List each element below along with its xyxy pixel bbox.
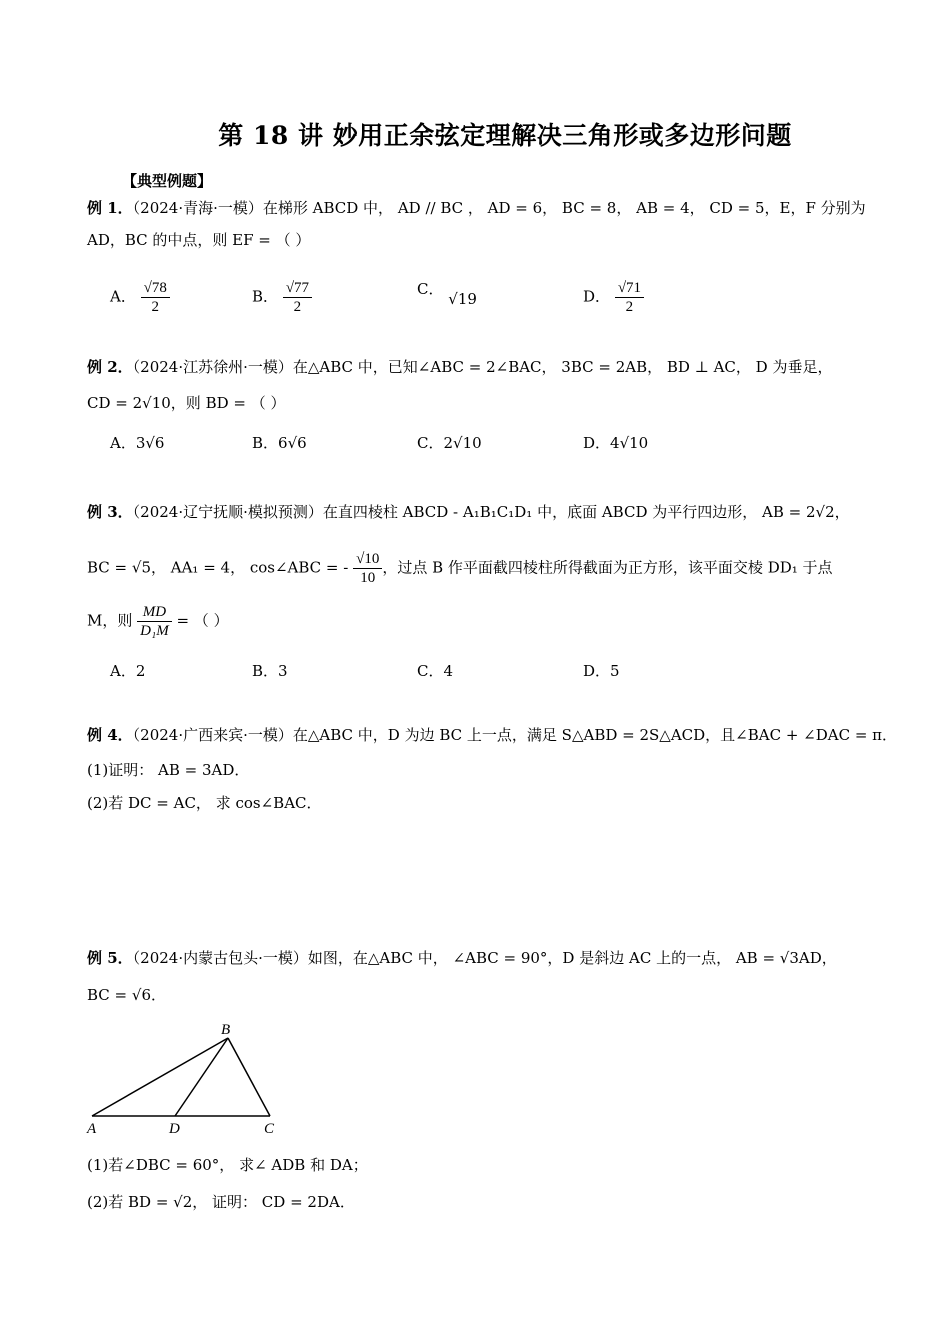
ex5-label: 例 5． [87,949,133,967]
ex5-line2: BC = √6． [87,986,166,1004]
ex3-option-c: C．4 [417,662,454,680]
ex5-line1 [87,948,837,968]
label-b: B [221,1022,231,1038]
ex2-line2: CD = 2√10，则 BD = （ ） [87,394,286,412]
ex2-option-b: B．6√6 [252,434,307,452]
ex1-option-a [110,279,170,316]
ex3-option-b: B．3 [252,662,288,680]
ex3-cos-den: 10 [360,570,376,586]
ex1-option-c-value: √19 [448,290,477,308]
ex2-option-c: C．2√10 [417,434,482,452]
ex1-option-c [417,279,477,308]
ex3-line1 [87,502,850,522]
ex3-ratio-num: MD [137,603,172,622]
ex1-text-1: （2024·青海·一模）在梯形 ABCD 中， AD // BC ， AD = 6， BC = 8， AB = 4， CD = 5，E，F 分别为 [132,199,866,217]
ex1-option-c-label: C． [417,280,444,298]
ex5-question-2: (2)若 BD = √2， 证明： CD = 2DA． [87,1193,355,1211]
ex4-line1 [87,725,897,745]
ex1-option-a-fraction [141,279,170,316]
ex4-line2: (1)证明： AB = 3AD． [87,761,250,779]
ex5-text-1: （2024·内蒙古包头·一模）如图，在△ABC 中， ∠ABC = 90°，D 是斜边 AC 上的一点， AB = √3AD， [132,949,837,967]
ex1-option-b [252,279,312,316]
ex4-label: 例 4． [87,726,133,744]
ex1-option-a-num: √78 [141,279,170,298]
ex1-option-b-label: B． [252,287,279,306]
ex2-option-a: A．3√6 [110,434,165,452]
triangle-figure [80,1018,290,1138]
ex1-option-d-num: √71 [615,279,644,298]
ex3-line2-end: ，过点 B 作平面截四棱柱所得截面为正方形，该平面交棱 DD₁ 于点 [382,558,833,577]
ex1-option-a-den: 2 [151,299,159,315]
ex3-line3-end: = （ ） [176,611,229,630]
ex1-option-b-fraction [283,279,312,316]
ex2-option-d: D．4√10 [583,434,649,452]
ex3-line3 [87,603,229,640]
ex1-option-d-fraction [615,279,644,316]
ex2-text-1: （2024·江苏徐州·一模）在△ABC 中，已知∠ABC = 2∠BAC， 3BC = 2AB， BD ⊥ AC， D 为垂足， [132,358,833,376]
ex3-option-a: A．2 [110,662,146,680]
label-d: D [169,1121,180,1137]
ex5-question-1: (1)若∠DBC = 60°， 求∠ ADB 和 DA； [87,1156,368,1174]
ex3-line2 [87,550,833,587]
page-title: 第 18 讲 妙用正余弦定理解决三角形或多边形问题 [218,121,792,150]
ex1-option-b-den: 2 [293,299,302,315]
ex4-text-1: （2024·广西来宾·一模）在△ABC 中，D 为边 BC 上一点，满足 S△ABD = 2S△ACD，且∠BAC + ∠DAC = π． [132,726,898,744]
ex3-label: 例 3． [87,503,133,521]
ex1-option-d-label: D． [583,287,611,306]
ex3-cos-fraction [353,550,382,587]
ex1-option-b-num: √77 [283,279,312,298]
ex1-option-d [583,279,644,316]
ex3-ratio-fraction [137,603,172,640]
segment-ab [92,1038,228,1116]
label-c: C [264,1121,275,1137]
ex1-label: 例 1． [87,199,133,217]
label-a: A [87,1121,97,1137]
ex3-text-1: （2024·辽宁抚顺·模拟预测）在直四棱柱 ABCD - A₁B₁C₁D₁ 中，底面 ABCD 为平行四边形， AB = 2√2， [132,503,850,521]
ex4-line3: (2)若 DC = AC， 求 cos∠BAC． [87,794,322,812]
ex3-option-d: D．5 [583,662,620,680]
ex3-line3-start: M，则 [87,611,133,630]
segment-bd [175,1038,228,1116]
ex1-option-a-label: A． [110,287,136,306]
ex1-line1 [87,198,866,218]
ex1-line2: AD，BC 的中点，则 EF = （ ） [87,231,311,249]
ex3-line2-start: BC = √5， AA₁ = 4， cos∠ABC = - [87,558,349,577]
section-heading: 【典型例题】 [122,172,213,190]
ex3-ratio-den: D₁M [140,623,169,639]
segment-bc [228,1038,270,1116]
ex3-cos-num: √10 [353,550,382,569]
ex2-label: 例 2． [87,358,133,376]
ex2-line1 [87,357,832,377]
ex1-option-d-den: 2 [625,299,634,315]
